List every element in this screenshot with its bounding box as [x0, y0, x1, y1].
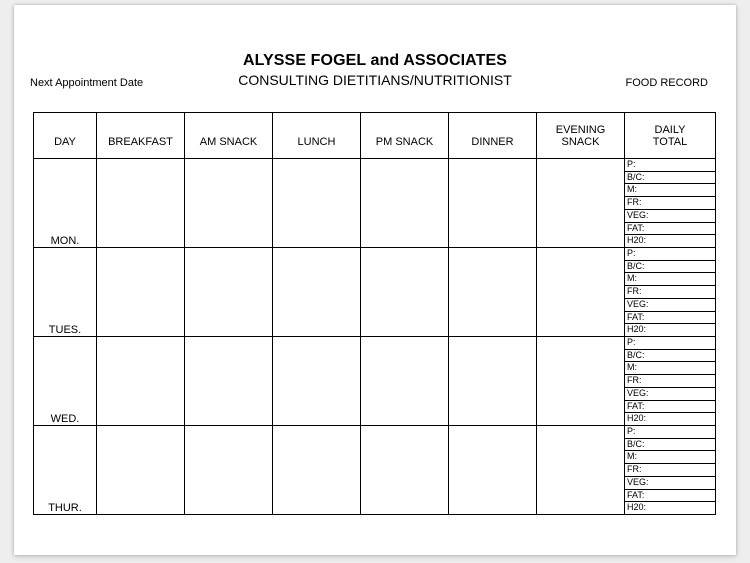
dinner-entry-cell[interactable] [449, 426, 537, 515]
am-snack-entry-cell[interactable] [185, 426, 273, 515]
am-snack-entry-cell[interactable] [185, 248, 273, 337]
table-row [34, 337, 716, 426]
daily-total-line[interactable]: B/C: [625, 172, 715, 185]
dinner-entry-cell[interactable] [449, 248, 537, 337]
daily-total-line[interactable]: M: [625, 451, 715, 464]
daily-total-line[interactable]: VEG: [625, 299, 715, 312]
daily-total-line[interactable]: P: [625, 337, 715, 350]
daily-total-line[interactable]: FAT: [625, 401, 715, 414]
daily-total-lines [625, 248, 715, 336]
column-header-evening-snack: EVENING SNACK [537, 113, 625, 159]
daily-total-line[interactable]: H20: [627, 235, 647, 246]
pm-snack-entry-cell[interactable] [361, 337, 449, 426]
daily-total-line[interactable]: FR: [625, 197, 715, 210]
food-record-page [14, 5, 736, 555]
breakfast-entry-cell[interactable] [97, 248, 185, 337]
table-row [34, 159, 716, 248]
daily-total-line[interactable]: VEG: [625, 477, 715, 490]
table-row [34, 248, 716, 337]
form-name-label: FOOD RECORD [625, 77, 708, 89]
daily-total-line[interactable]: FAT: [625, 312, 715, 325]
lunch-entry-cell[interactable] [273, 337, 361, 426]
daily-total-line[interactable]: VEG: [625, 388, 715, 401]
day-label: THUR. [34, 426, 97, 515]
column-header-am-snack: AM SNACK [185, 113, 273, 159]
lunch-entry-cell[interactable] [273, 248, 361, 337]
evening-snack-entry-cell[interactable] [537, 337, 625, 426]
evening-snack-entry-cell[interactable] [537, 159, 625, 248]
daily-total-cell [625, 159, 716, 248]
daily-total-line[interactable]: H20: [627, 413, 647, 424]
breakfast-entry-cell[interactable] [97, 337, 185, 426]
lunch-entry-cell[interactable] [273, 426, 361, 515]
daily-total-line[interactable]: FR: [625, 464, 715, 477]
column-header-day: DAY [34, 113, 97, 159]
column-header-dinner: DINNER [449, 113, 537, 159]
breakfast-entry-cell[interactable] [97, 426, 185, 515]
daily-total-cell [625, 426, 716, 515]
am-snack-entry-cell[interactable] [185, 159, 273, 248]
pm-snack-entry-cell[interactable] [361, 159, 449, 248]
daily-total-line[interactable]: P: [625, 426, 715, 439]
column-header-pm-snack: PM SNACK [361, 113, 449, 159]
day-label: TUES. [34, 248, 97, 337]
food-log-table [33, 112, 716, 515]
day-label: WED. [34, 337, 97, 426]
daily-total-line[interactable]: FR: [625, 375, 715, 388]
evening-snack-entry-cell[interactable] [537, 426, 625, 515]
pm-snack-entry-cell[interactable] [361, 426, 449, 515]
pm-snack-entry-cell[interactable] [361, 248, 449, 337]
daily-total-line[interactable]: VEG: [625, 210, 715, 223]
am-snack-entry-cell[interactable] [185, 337, 273, 426]
daily-total-cell [625, 337, 716, 426]
header-row [34, 113, 716, 159]
column-header-daily-total: DAILY TOTAL [625, 113, 716, 159]
daily-total-line[interactable]: FAT: [625, 223, 715, 236]
page-subtitle: CONSULTING DIETITIANS/NUTRITIONIST [238, 72, 512, 88]
daily-total-line[interactable]: B/C: [625, 350, 715, 363]
daily-total-line[interactable]: FR: [625, 286, 715, 299]
daily-total-lines [625, 426, 715, 514]
daily-total-line[interactable]: M: [625, 184, 715, 197]
day-label: MON. [34, 159, 97, 248]
evening-snack-entry-cell[interactable] [537, 248, 625, 337]
daily-total-line[interactable]: B/C: [625, 439, 715, 452]
column-header-lunch: LUNCH [273, 113, 361, 159]
daily-total-line[interactable]: H20: [627, 502, 647, 513]
dinner-entry-cell[interactable] [449, 159, 537, 248]
daily-total-line[interactable]: H20: [627, 324, 647, 335]
daily-total-lines [625, 337, 715, 425]
daily-total-line[interactable]: P: [625, 248, 715, 261]
daily-total-line[interactable]: FAT: [625, 490, 715, 503]
page-title: ALYSSE FOGEL and ASSOCIATES [242, 52, 508, 69]
dinner-entry-cell[interactable] [449, 337, 537, 426]
next-appointment-label: Next Appointment Date [30, 77, 144, 89]
daily-total-line[interactable]: M: [625, 362, 715, 375]
daily-total-line[interactable]: M: [625, 273, 715, 286]
daily-total-line[interactable]: P: [625, 159, 715, 172]
daily-total-cell [625, 248, 716, 337]
daily-total-line[interactable]: B/C: [625, 261, 715, 274]
column-header-breakfast: BREAKFAST [97, 113, 185, 159]
table-row [34, 426, 716, 515]
breakfast-entry-cell[interactable] [97, 159, 185, 248]
daily-total-lines [625, 159, 715, 247]
lunch-entry-cell[interactable] [273, 159, 361, 248]
